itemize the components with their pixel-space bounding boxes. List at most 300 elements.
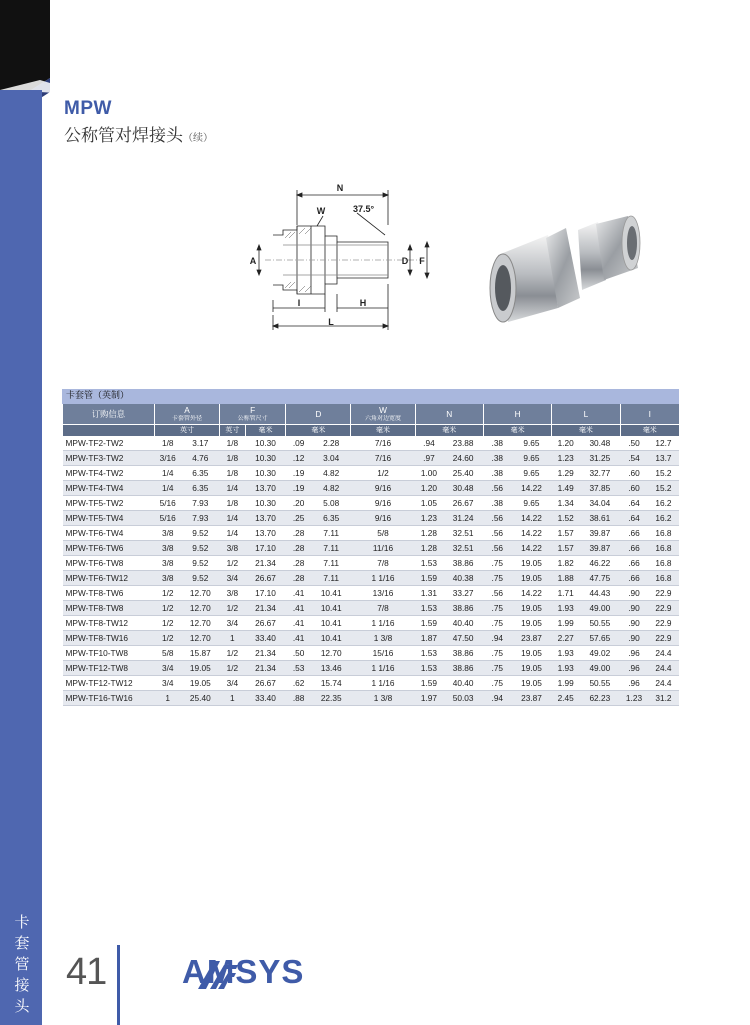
table-cell: 9.65: [511, 451, 552, 466]
table-cell: 9/16: [351, 496, 415, 511]
order-code-cell: MPW-TF8-TW12: [63, 616, 155, 631]
table-cell: 14.22: [511, 526, 552, 541]
order-code-cell: MPW-TF16-TW16: [63, 691, 155, 706]
table-cell: .75: [483, 676, 511, 691]
sidebar-label: 卡套管接头: [14, 913, 30, 1015]
dim-label-n: N: [336, 183, 344, 193]
table-row: [63, 601, 680, 616]
table-row: [63, 466, 680, 481]
table-cell: 1.59: [415, 676, 443, 691]
table-cell: .75: [483, 661, 511, 676]
table-cell: 1.52: [552, 511, 580, 526]
table-cell: .90: [620, 586, 648, 601]
table-cell: 31.24: [443, 511, 484, 526]
table-cell: 47.75: [580, 571, 621, 586]
table-cell: 10.30: [245, 451, 286, 466]
table-cell: 12.70: [181, 586, 219, 601]
table-cell: .56: [483, 526, 511, 541]
table-cell: 1.23: [620, 691, 648, 706]
table-cell: 39.87: [580, 541, 621, 556]
header-unit: 毫米: [552, 425, 620, 437]
order-code-cell: MPW-TF6-TW4: [63, 526, 155, 541]
table-cell: .20: [286, 496, 312, 511]
table-cell: 1.28: [415, 541, 443, 556]
table-cell: .50: [286, 646, 312, 661]
order-code-cell: MPW-TF12-TW12: [63, 676, 155, 691]
table-cell: 3/8: [154, 526, 181, 541]
table-cell: 1: [220, 631, 246, 646]
table-cell: 50.55: [580, 676, 621, 691]
table-cell: 5/16: [154, 511, 181, 526]
table-cell: 1.57: [552, 541, 580, 556]
table-cell: 21.34: [245, 661, 286, 676]
header-unit: 毫米: [620, 425, 679, 437]
table-cell: .64: [620, 496, 648, 511]
table-cell: 7/8: [351, 556, 415, 571]
table-cell: 31.2: [648, 691, 679, 706]
table-cell: .09: [286, 436, 312, 451]
order-code-cell: MPW-TF12-TW8: [63, 661, 155, 676]
table-row: [63, 646, 680, 661]
table-cell: 17.10: [245, 586, 286, 601]
table-cell: .75: [483, 556, 511, 571]
table-cell: 1/8: [154, 436, 181, 451]
table-cell: 1.99: [552, 616, 580, 631]
table-cell: 4.76: [181, 451, 219, 466]
table-cell: .66: [620, 526, 648, 541]
table-cell: 1/8: [220, 436, 246, 451]
table-cell: .97: [415, 451, 443, 466]
table-cell: 16.2: [648, 496, 679, 511]
table-cell: 17.10: [245, 541, 286, 556]
table-row: [63, 661, 680, 676]
table-cell: 1.23: [415, 511, 443, 526]
table-row: [63, 511, 680, 526]
table-cell: 2.45: [552, 691, 580, 706]
table-cell: .66: [620, 571, 648, 586]
dim-label-angle: 37.5°: [353, 204, 375, 214]
table-cell: 3/4: [154, 676, 181, 691]
table-cell: 24.4: [648, 676, 679, 691]
table-cell: 7/16: [351, 451, 415, 466]
table-cell: 7/16: [351, 436, 415, 451]
table-cell: .56: [483, 511, 511, 526]
table-row: [63, 541, 680, 556]
table-cell: 57.65: [580, 631, 621, 646]
table-cell: 1/2: [154, 616, 181, 631]
table-cell: 1/2: [351, 466, 415, 481]
table-cell: 40.38: [443, 571, 484, 586]
table-cell: 3.04: [311, 451, 351, 466]
dim-label-a: A: [249, 256, 257, 266]
table-cell: 9/16: [351, 511, 415, 526]
table-cell: 46.22: [580, 556, 621, 571]
table-cell: 3/16: [154, 451, 181, 466]
table-cell: 9.65: [511, 466, 552, 481]
table-cell: .62: [286, 676, 312, 691]
table-cell: .41: [286, 586, 312, 601]
table-cell: 49.00: [580, 601, 621, 616]
table-cell: 19.05: [511, 616, 552, 631]
table-cell: 6.35: [181, 481, 219, 496]
order-code-cell: MPW-TF6-TW8: [63, 556, 155, 571]
table-cell: .19: [286, 481, 312, 496]
table-cell: 15/16: [351, 646, 415, 661]
table-cell: 12.70: [181, 631, 219, 646]
table-cell: .28: [286, 526, 312, 541]
table-cell: 33.40: [245, 631, 286, 646]
header-unit: 英寸: [220, 425, 246, 437]
table-cell: 1.93: [552, 601, 580, 616]
table-cell: .54: [620, 451, 648, 466]
table-cell: 22.35: [311, 691, 351, 706]
table-cell: .75: [483, 601, 511, 616]
table-cell: 13.70: [245, 511, 286, 526]
table-cell: 3/8: [220, 586, 246, 601]
table-cell: 26.67: [245, 676, 286, 691]
table-row: [63, 571, 680, 586]
table-cell: 37.85: [580, 481, 621, 496]
order-code-cell: MPW-TF6-TW12: [63, 571, 155, 586]
brand-name: AMSYS: [182, 953, 305, 990]
table-cell: .96: [620, 661, 648, 676]
table-cell: 23.87: [511, 631, 552, 646]
order-code-cell: MPW-TF8-TW16: [63, 631, 155, 646]
table-cell: 1.97: [415, 691, 443, 706]
table-cell: 1.71: [552, 586, 580, 601]
table-cell: 3/4: [220, 676, 246, 691]
table-cell: .90: [620, 601, 648, 616]
table-cell: 3/4: [220, 616, 246, 631]
table-cell: 1 1/16: [351, 616, 415, 631]
table-cell: .28: [286, 556, 312, 571]
table-cell: 9/16: [351, 481, 415, 496]
table-cell: 1.57: [552, 526, 580, 541]
table-cell: 38.61: [580, 511, 621, 526]
table-cell: 25.40: [181, 691, 219, 706]
table-row: [63, 556, 680, 571]
order-code-cell: MPW-TF2-TW2: [63, 436, 155, 451]
table-cell: .66: [620, 556, 648, 571]
table-cell: 1.53: [415, 646, 443, 661]
table-cell: 38.86: [443, 646, 484, 661]
table-cell: 3/8: [154, 571, 181, 586]
table-cell: 13.70: [245, 481, 286, 496]
table-cell: 1/2: [220, 556, 246, 571]
dim-label-f: F: [419, 256, 425, 266]
table-cell: 1.05: [415, 496, 443, 511]
table-cell: 1.53: [415, 556, 443, 571]
table-cell: 9.65: [511, 496, 552, 511]
header-unit: 毫米: [351, 425, 415, 437]
table-cell: 38.86: [443, 661, 484, 676]
table-cell: 7.11: [311, 571, 351, 586]
table-row: [63, 451, 680, 466]
table-cell: 1: [220, 691, 246, 706]
table-cell: .94: [483, 691, 511, 706]
table-cell: 2.28: [311, 436, 351, 451]
table-cell: 1.53: [415, 601, 443, 616]
table-cell: .75: [483, 616, 511, 631]
table-cell: 7/8: [351, 601, 415, 616]
table-cell: 10.41: [311, 601, 351, 616]
table-cell: 22.9: [648, 601, 679, 616]
sidebar-band: [0, 90, 42, 1025]
table-cell: 13.70: [245, 526, 286, 541]
table-cell: 21.34: [245, 646, 286, 661]
table-cell: 30.48: [443, 481, 484, 496]
page-title: [64, 121, 213, 146]
table-cell: .60: [620, 481, 648, 496]
table-cell: 9.52: [181, 526, 219, 541]
table-cell: 19.05: [511, 661, 552, 676]
table-cell: 12.70: [181, 601, 219, 616]
table-cell: 30.48: [580, 436, 621, 451]
table-cell: 34.04: [580, 496, 621, 511]
table-cell: 1.00: [415, 466, 443, 481]
table-cell: 1/8: [220, 496, 246, 511]
table-cell: .75: [483, 646, 511, 661]
table-cell: 13/16: [351, 586, 415, 601]
table-cell: 19.05: [511, 601, 552, 616]
table-cell: 4.82: [311, 481, 351, 496]
table-cell: .88: [286, 691, 312, 706]
table-cell: 1.28: [415, 526, 443, 541]
table-row: [63, 436, 680, 451]
dim-label-i: I: [297, 298, 301, 308]
table-cell: 1/2: [154, 631, 181, 646]
table-row: [63, 616, 680, 631]
table-cell: 15.2: [648, 466, 679, 481]
table-cell: 33.27: [443, 586, 484, 601]
table-cell: 1.87: [415, 631, 443, 646]
table-cell: .90: [620, 631, 648, 646]
technical-drawing: [245, 180, 435, 330]
table-cell: 31.25: [580, 451, 621, 466]
table-cell: 1.20: [415, 481, 443, 496]
table-cell: .38: [483, 451, 511, 466]
table-cell: 19.05: [511, 676, 552, 691]
table-cell: 16.8: [648, 541, 679, 556]
table-cell: 1.20: [552, 436, 580, 451]
table-cell: 3.17: [181, 436, 219, 451]
table-cell: 24.4: [648, 661, 679, 676]
table-cell: 32.51: [443, 541, 484, 556]
header-f: F: [220, 404, 286, 415]
table-cell: 6.35: [181, 466, 219, 481]
table-cell: 22.9: [648, 586, 679, 601]
table-cell: 7.93: [181, 496, 219, 511]
table-cell: 1.59: [415, 616, 443, 631]
dim-label-h: H: [359, 298, 367, 308]
table-cell: 16.2: [648, 511, 679, 526]
table-cell: .94: [483, 631, 511, 646]
table-cell: 1.99: [552, 676, 580, 691]
header-n: N: [415, 404, 483, 425]
table-cell: 1.88: [552, 571, 580, 586]
table-cell: 10.30: [245, 496, 286, 511]
table-cell: 1.29: [552, 466, 580, 481]
table-cell: 19.05: [181, 661, 219, 676]
table-cell: 39.87: [580, 526, 621, 541]
table-cell: 13.7: [648, 451, 679, 466]
table-cell: 44.43: [580, 586, 621, 601]
table-cell: 5/16: [154, 496, 181, 511]
table-cell: 38.86: [443, 556, 484, 571]
table-row: [63, 631, 680, 646]
order-code-cell: MPW-TF4-TW4: [63, 481, 155, 496]
table-cell: 1: [154, 691, 181, 706]
table-cell: 1/4: [220, 481, 246, 496]
table-cell: 16.8: [648, 556, 679, 571]
order-code-cell: MPW-TF8-TW6: [63, 586, 155, 601]
table-cell: 1.31: [415, 586, 443, 601]
table-cell: 12.7: [648, 436, 679, 451]
table-cell: .75: [483, 571, 511, 586]
table-cell: 16.8: [648, 571, 679, 586]
table-cell: 14.22: [511, 481, 552, 496]
header-order: 订购信息: [63, 404, 155, 425]
table-cell: 15.87: [181, 646, 219, 661]
table-cell: 21.34: [245, 601, 286, 616]
table-cell: 5.08: [311, 496, 351, 511]
table-cell: 10.41: [311, 586, 351, 601]
table-cell: 1/2: [154, 586, 181, 601]
header-w: W: [351, 404, 415, 415]
table-cell: 3/8: [220, 541, 246, 556]
page-number: 41: [66, 951, 107, 993]
header-unit: 毫米: [286, 425, 351, 437]
table-cell: 26.67: [245, 616, 286, 631]
table-row: [63, 586, 680, 601]
table-row: [63, 676, 680, 691]
page-title-text: 公称管对焊接头: [64, 126, 183, 146]
table-row: [63, 691, 680, 706]
table-cell: .64: [620, 511, 648, 526]
table-cell: 1.49: [552, 481, 580, 496]
table-cell: .19: [286, 466, 312, 481]
header-unit: 英寸: [154, 425, 219, 437]
table-row: [63, 526, 680, 541]
table-cell: .66: [620, 541, 648, 556]
table-cell: 1/2: [220, 646, 246, 661]
table-cell: 10.30: [245, 466, 286, 481]
table-cell: .94: [415, 436, 443, 451]
table-cell: 1 3/8: [351, 631, 415, 646]
table-cell: 15.2: [648, 481, 679, 496]
table-cell: 7.11: [311, 526, 351, 541]
order-code-cell: MPW-TF8-TW8: [63, 601, 155, 616]
table-cell: .41: [286, 631, 312, 646]
table-cell: 12.70: [311, 646, 351, 661]
table-cell: 26.67: [443, 496, 484, 511]
table-cell: .28: [286, 541, 312, 556]
table-cell: 10.30: [245, 436, 286, 451]
table-cell: 1.59: [415, 571, 443, 586]
header-unit: 毫米: [415, 425, 483, 437]
table-cell: 2.27: [552, 631, 580, 646]
table-cell: .56: [483, 541, 511, 556]
table-cell: 1.93: [552, 646, 580, 661]
table-cell: 32.77: [580, 466, 621, 481]
table-cell: .53: [286, 661, 312, 676]
dim-label-l: L: [328, 317, 334, 327]
header-unit: 毫米: [483, 425, 551, 437]
table-cell: 3/4: [220, 571, 246, 586]
table-cell: 32.51: [443, 526, 484, 541]
table-title: 卡套管（英制）: [62, 389, 679, 404]
footer-divider: [117, 945, 120, 1025]
table-body: [63, 436, 680, 706]
table-cell: .28: [286, 571, 312, 586]
order-code-cell: MPW-TF5-TW4: [63, 511, 155, 526]
table-cell: 15.74: [311, 676, 351, 691]
table-cell: 7.11: [311, 556, 351, 571]
table-cell: 40.40: [443, 616, 484, 631]
table-cell: 24.60: [443, 451, 484, 466]
table-cell: 9.65: [511, 436, 552, 451]
header-h: H: [483, 404, 551, 425]
table-cell: 3/8: [154, 541, 181, 556]
table-cell: .38: [483, 496, 511, 511]
table-cell: 1 1/16: [351, 661, 415, 676]
table-cell: 1/8: [220, 466, 246, 481]
table-cell: 1.93: [552, 661, 580, 676]
table-cell: 1/2: [154, 601, 181, 616]
header-w-sub: 六角对边宽度: [351, 415, 415, 425]
dim-label-w: W: [316, 206, 326, 216]
header-a: A: [154, 404, 219, 415]
table-cell: .38: [483, 466, 511, 481]
table-cell: 1.82: [552, 556, 580, 571]
order-code-cell: MPW-TF4-TW2: [63, 466, 155, 481]
header-l: L: [552, 404, 620, 425]
header-i: I: [620, 404, 679, 425]
dim-label-d: D: [401, 256, 409, 266]
table-cell: 9.52: [181, 571, 219, 586]
header-a-sub: 卡套管外径: [154, 415, 219, 425]
table-cell: 13.46: [311, 661, 351, 676]
table-cell: 19.05: [511, 571, 552, 586]
table-cell: .56: [483, 481, 511, 496]
table-cell: 10.41: [311, 631, 351, 646]
table-cell: 4.82: [311, 466, 351, 481]
table-cell: .56: [483, 586, 511, 601]
table-cell: 1 1/16: [351, 571, 415, 586]
table-cell: 49.02: [580, 646, 621, 661]
table-cell: 11/16: [351, 541, 415, 556]
table-cell: 1/8: [220, 451, 246, 466]
header-unit: 毫米: [245, 425, 286, 437]
table-cell: 14.22: [511, 541, 552, 556]
table-cell: 23.87: [511, 691, 552, 706]
table-cell: 62.23: [580, 691, 621, 706]
table-cell: 1/4: [154, 466, 181, 481]
table-cell: 25.40: [443, 466, 484, 481]
spec-table-section: [62, 389, 679, 706]
table-cell: 26.67: [245, 571, 286, 586]
table-cell: 19.05: [181, 676, 219, 691]
table-cell: 24.4: [648, 646, 679, 661]
table-cell: 1.23: [552, 451, 580, 466]
order-code-cell: MPW-TF10-TW8: [63, 646, 155, 661]
table-cell: 1/2: [220, 661, 246, 676]
table-cell: 3/8: [154, 556, 181, 571]
table-cell: 1/4: [154, 481, 181, 496]
table-cell: 14.22: [511, 511, 552, 526]
table-cell: 50.55: [580, 616, 621, 631]
table-cell: 10.41: [311, 616, 351, 631]
